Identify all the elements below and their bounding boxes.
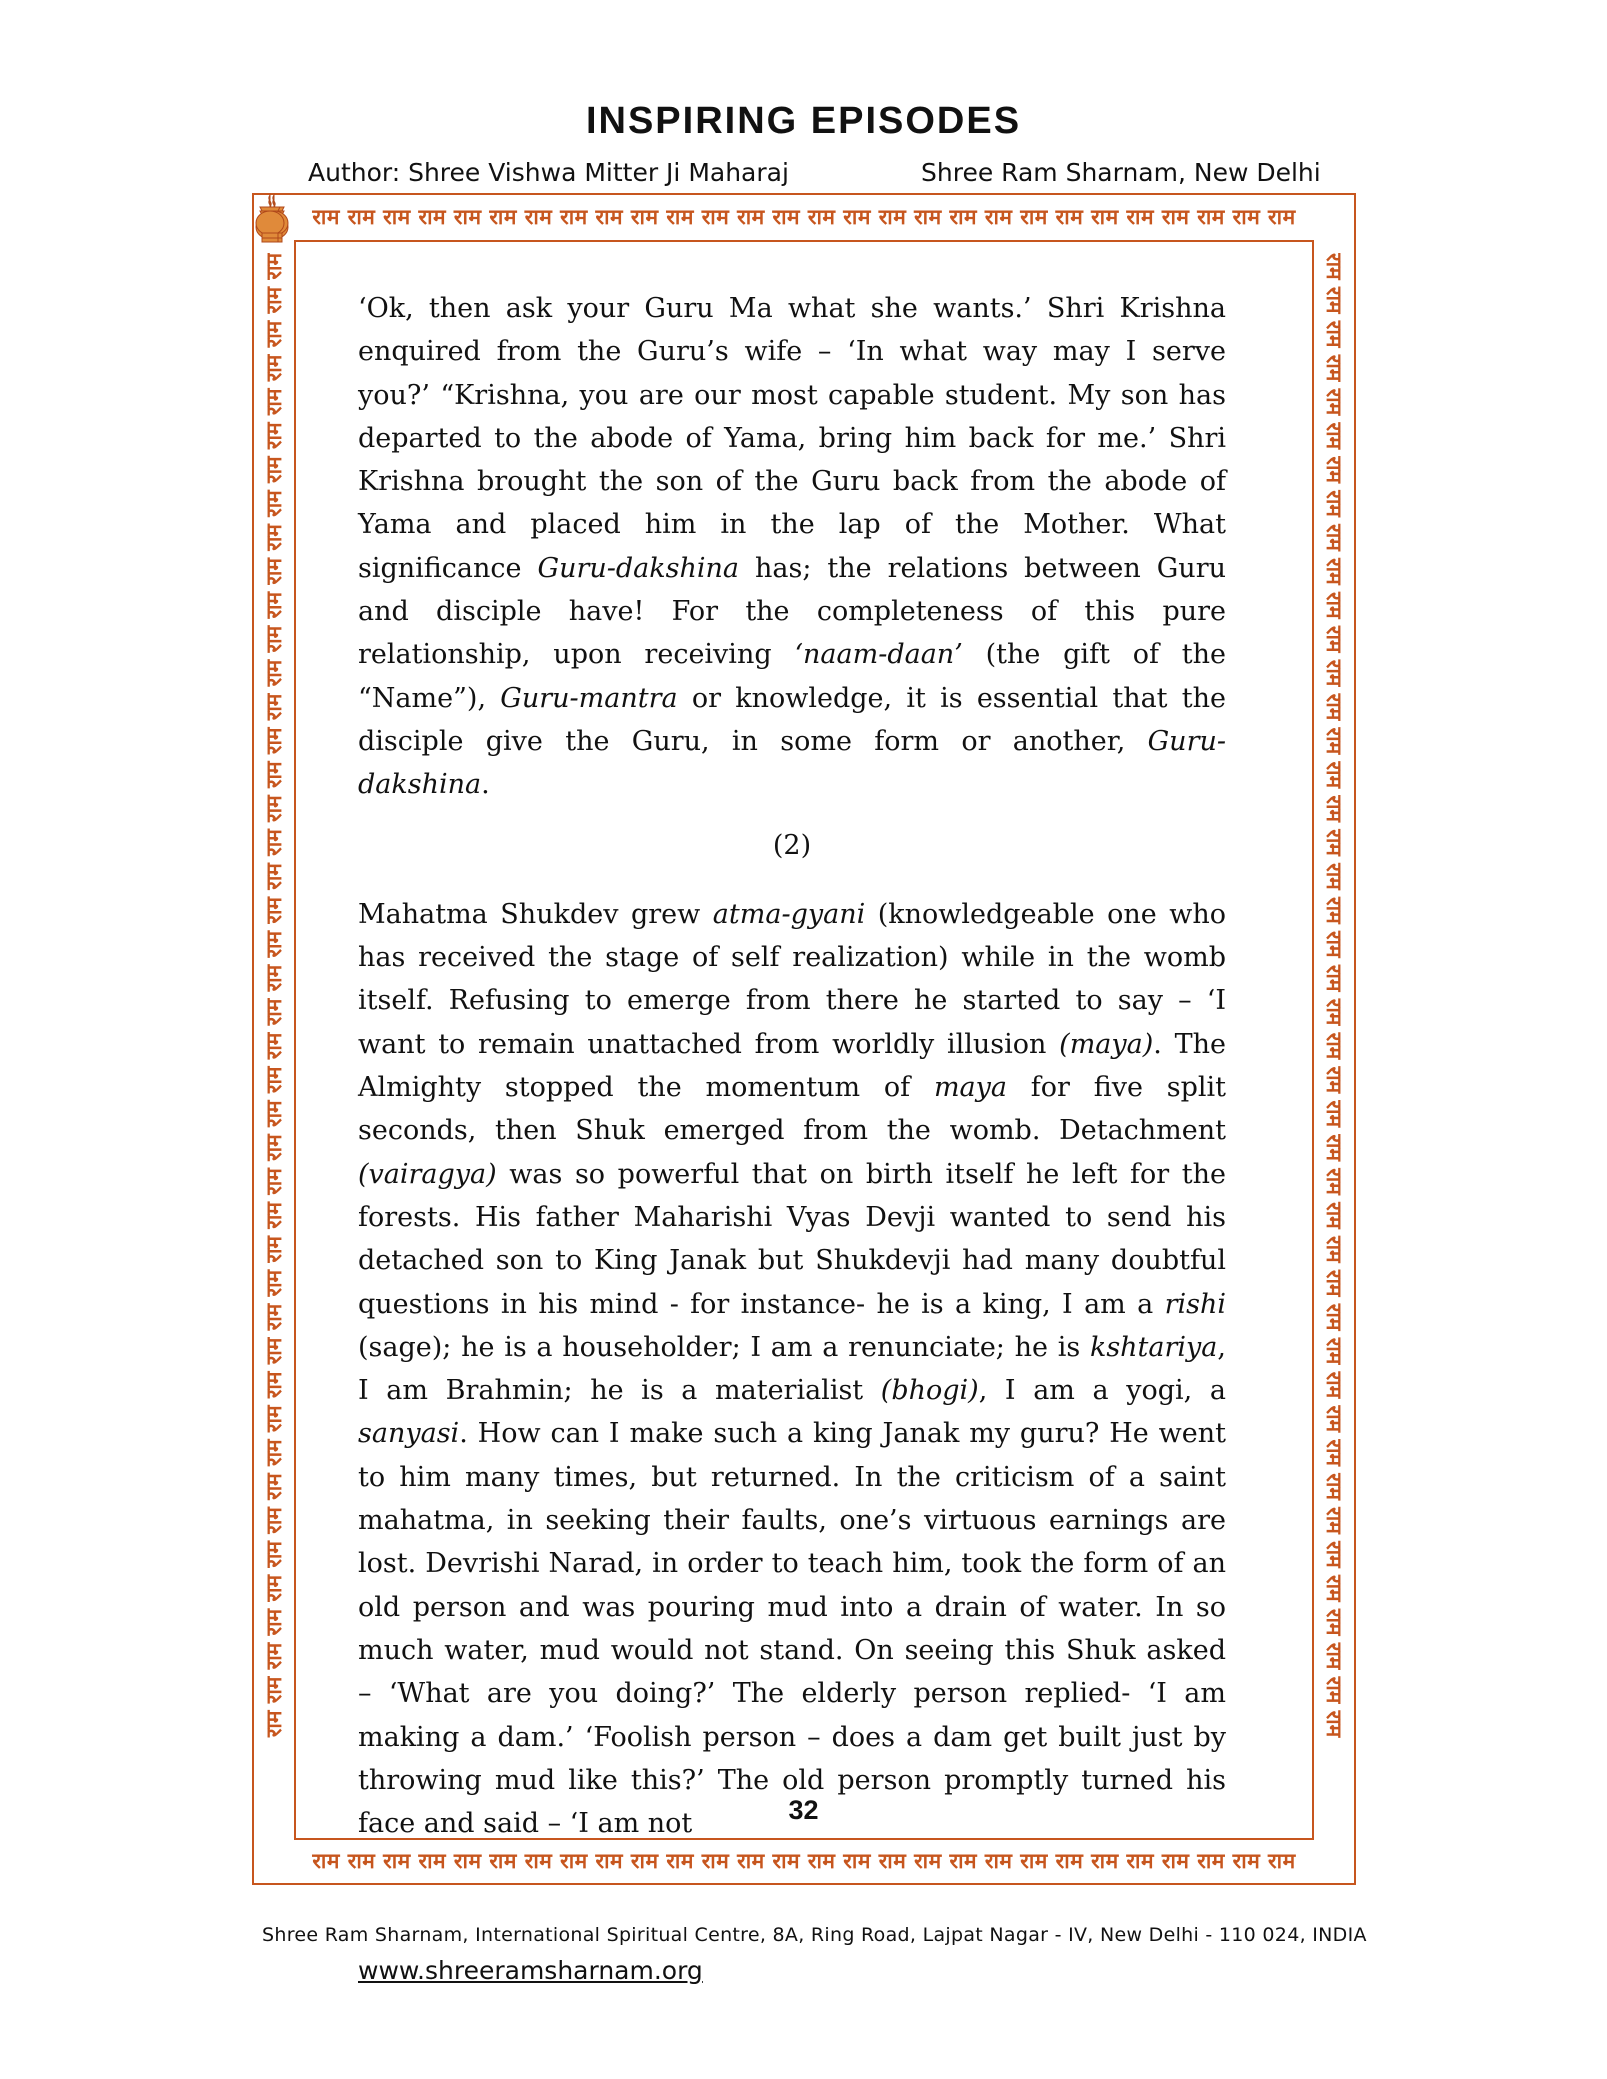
author-line: Author: Shree Vishwa Mitter Ji Maharaj — [308, 158, 789, 187]
paragraph-2: Mahatma Shukdev grew atma-gyani (knowledgeable one who has received the stage of self realization) while in the womb itself. Refusing to emerge from there he started to say – ‘I want to remain unattached from worldly illusion (maya). The Almighty stopped the momentum of maya for five split seconds, then Shuk emerged from the womb. Detachment (vairagya) was so powerful that on birth itself he left for the forests. His father Maharishi Vyas Devji wanted to send his detached son to King Janak but Shukdevji had many doubtful questions in his mind - for instance- he is a king, I am a rishi (sage); he is a householder; I am a renunciate; he is kshtariya, I am Brahmin; he is a materialist (bhogi), I am a yogi, a sanyasi. How can I make such a king Janak my guru? He went to him many times, but returned. In the criticism of a saint mahatma, in seeking their faults, one’s virtuous earnings are lost. Devrishi Narad, in order to teach him, took the form of an old person and was pouring mud into a drain of water. In so much water, mud would not stand. On seeing this Shuk asked – ‘What are you doing?’ The elderly person replied- ‘I am making a dam.’ ‘Foolish person – does a dam get built just by throwing mud like this?’ The old person promptly turned his face and said – ‘I am not — [358, 898, 1226, 1840]
italic-term: (maya) — [1059, 1028, 1154, 1060]
italic-term: kshtariya — [1089, 1331, 1218, 1363]
italic-term: sanyasi — [358, 1418, 460, 1450]
italic-term: (bhogi) — [880, 1375, 979, 1407]
footer-address: Shree Ram Sharnam, International Spiritual Centre, 8A, Ring Road, Lajpat Nagar - IV, New Delhi - 110 024, INDIA — [262, 1924, 1367, 1946]
main-text — [358, 287, 1226, 1845]
footer-website-link[interactable]: www.shreeramsharnam.org — [358, 1956, 703, 1985]
border-ram-top: राम राम राम राम राम राम राम राम राम राम राम राम राम राम राम राम राम राम राम राम राम राम राम राम राम राम राम राम — [312, 205, 1296, 229]
italic-term: rishi — [1164, 1288, 1226, 1320]
italic-term: Guru-dakshina — [358, 725, 1226, 801]
border-ram-left: राम राम राम राम राम राम राम राम राम राम राम राम राम राम राम राम राम राम राम राम राम राम राम राम राम राम राम राम राम राम राम राम राम राम राम राम राम राम राम राम राम राम राम राम — [262, 253, 286, 1738]
page-title: INSPIRING EPISODES — [585, 100, 1022, 142]
italic-term: (vairagya) — [358, 1158, 497, 1190]
border-ram-right: राम राम राम राम राम राम राम राम राम राम राम राम राम राम राम राम राम राम राम राम राम राम राम राम राम राम राम राम राम राम राम राम राम राम राम राम राम राम राम राम राम राम राम राम — [1322, 253, 1346, 1738]
page-number: 32 — [788, 1795, 819, 1825]
italic-term: atma-gyani — [712, 898, 866, 930]
italic-term: maya — [933, 1072, 1008, 1104]
paragraph-1: ‘Ok, then ask your Guru Ma what she wants.’ Shri Krishna enquired from the Guru’s wife – ‘In what way may I serve you?’ “Krishna, you are our most capable student. My son has departed to the abode of Yama, bring him back for me.’ Shri Krishna brought the son of the Guru back from the abode of Yama and placed him in the lap of the Mother. What significance Guru-dakshina has; the relations between Guru and disciple have! For the completeness of this pure relationship, upon receiving ‘naam-daan’ (the gift of the “Name”), Guru-mantra or knowledge, it is essential that the disciple give the Guru, in some form or another, Guru-dakshina. — [358, 293, 1227, 801]
publisher-line: Shree Ram Sharnam, New Delhi — [921, 158, 1321, 187]
section-number: (2) — [772, 829, 812, 861]
border-ram-bottom: राम राम राम राम राम राम राम राम राम राम राम राम राम राम राम राम राम राम राम राम राम राम राम राम राम राम राम राम — [312, 1849, 1296, 1873]
italic-term: Guru-mantra — [500, 682, 678, 714]
italic-term: Guru-dakshina — [537, 552, 739, 584]
italic-term: ‘naam-daan’ — [794, 639, 963, 671]
kalash-icon — [252, 193, 288, 241]
